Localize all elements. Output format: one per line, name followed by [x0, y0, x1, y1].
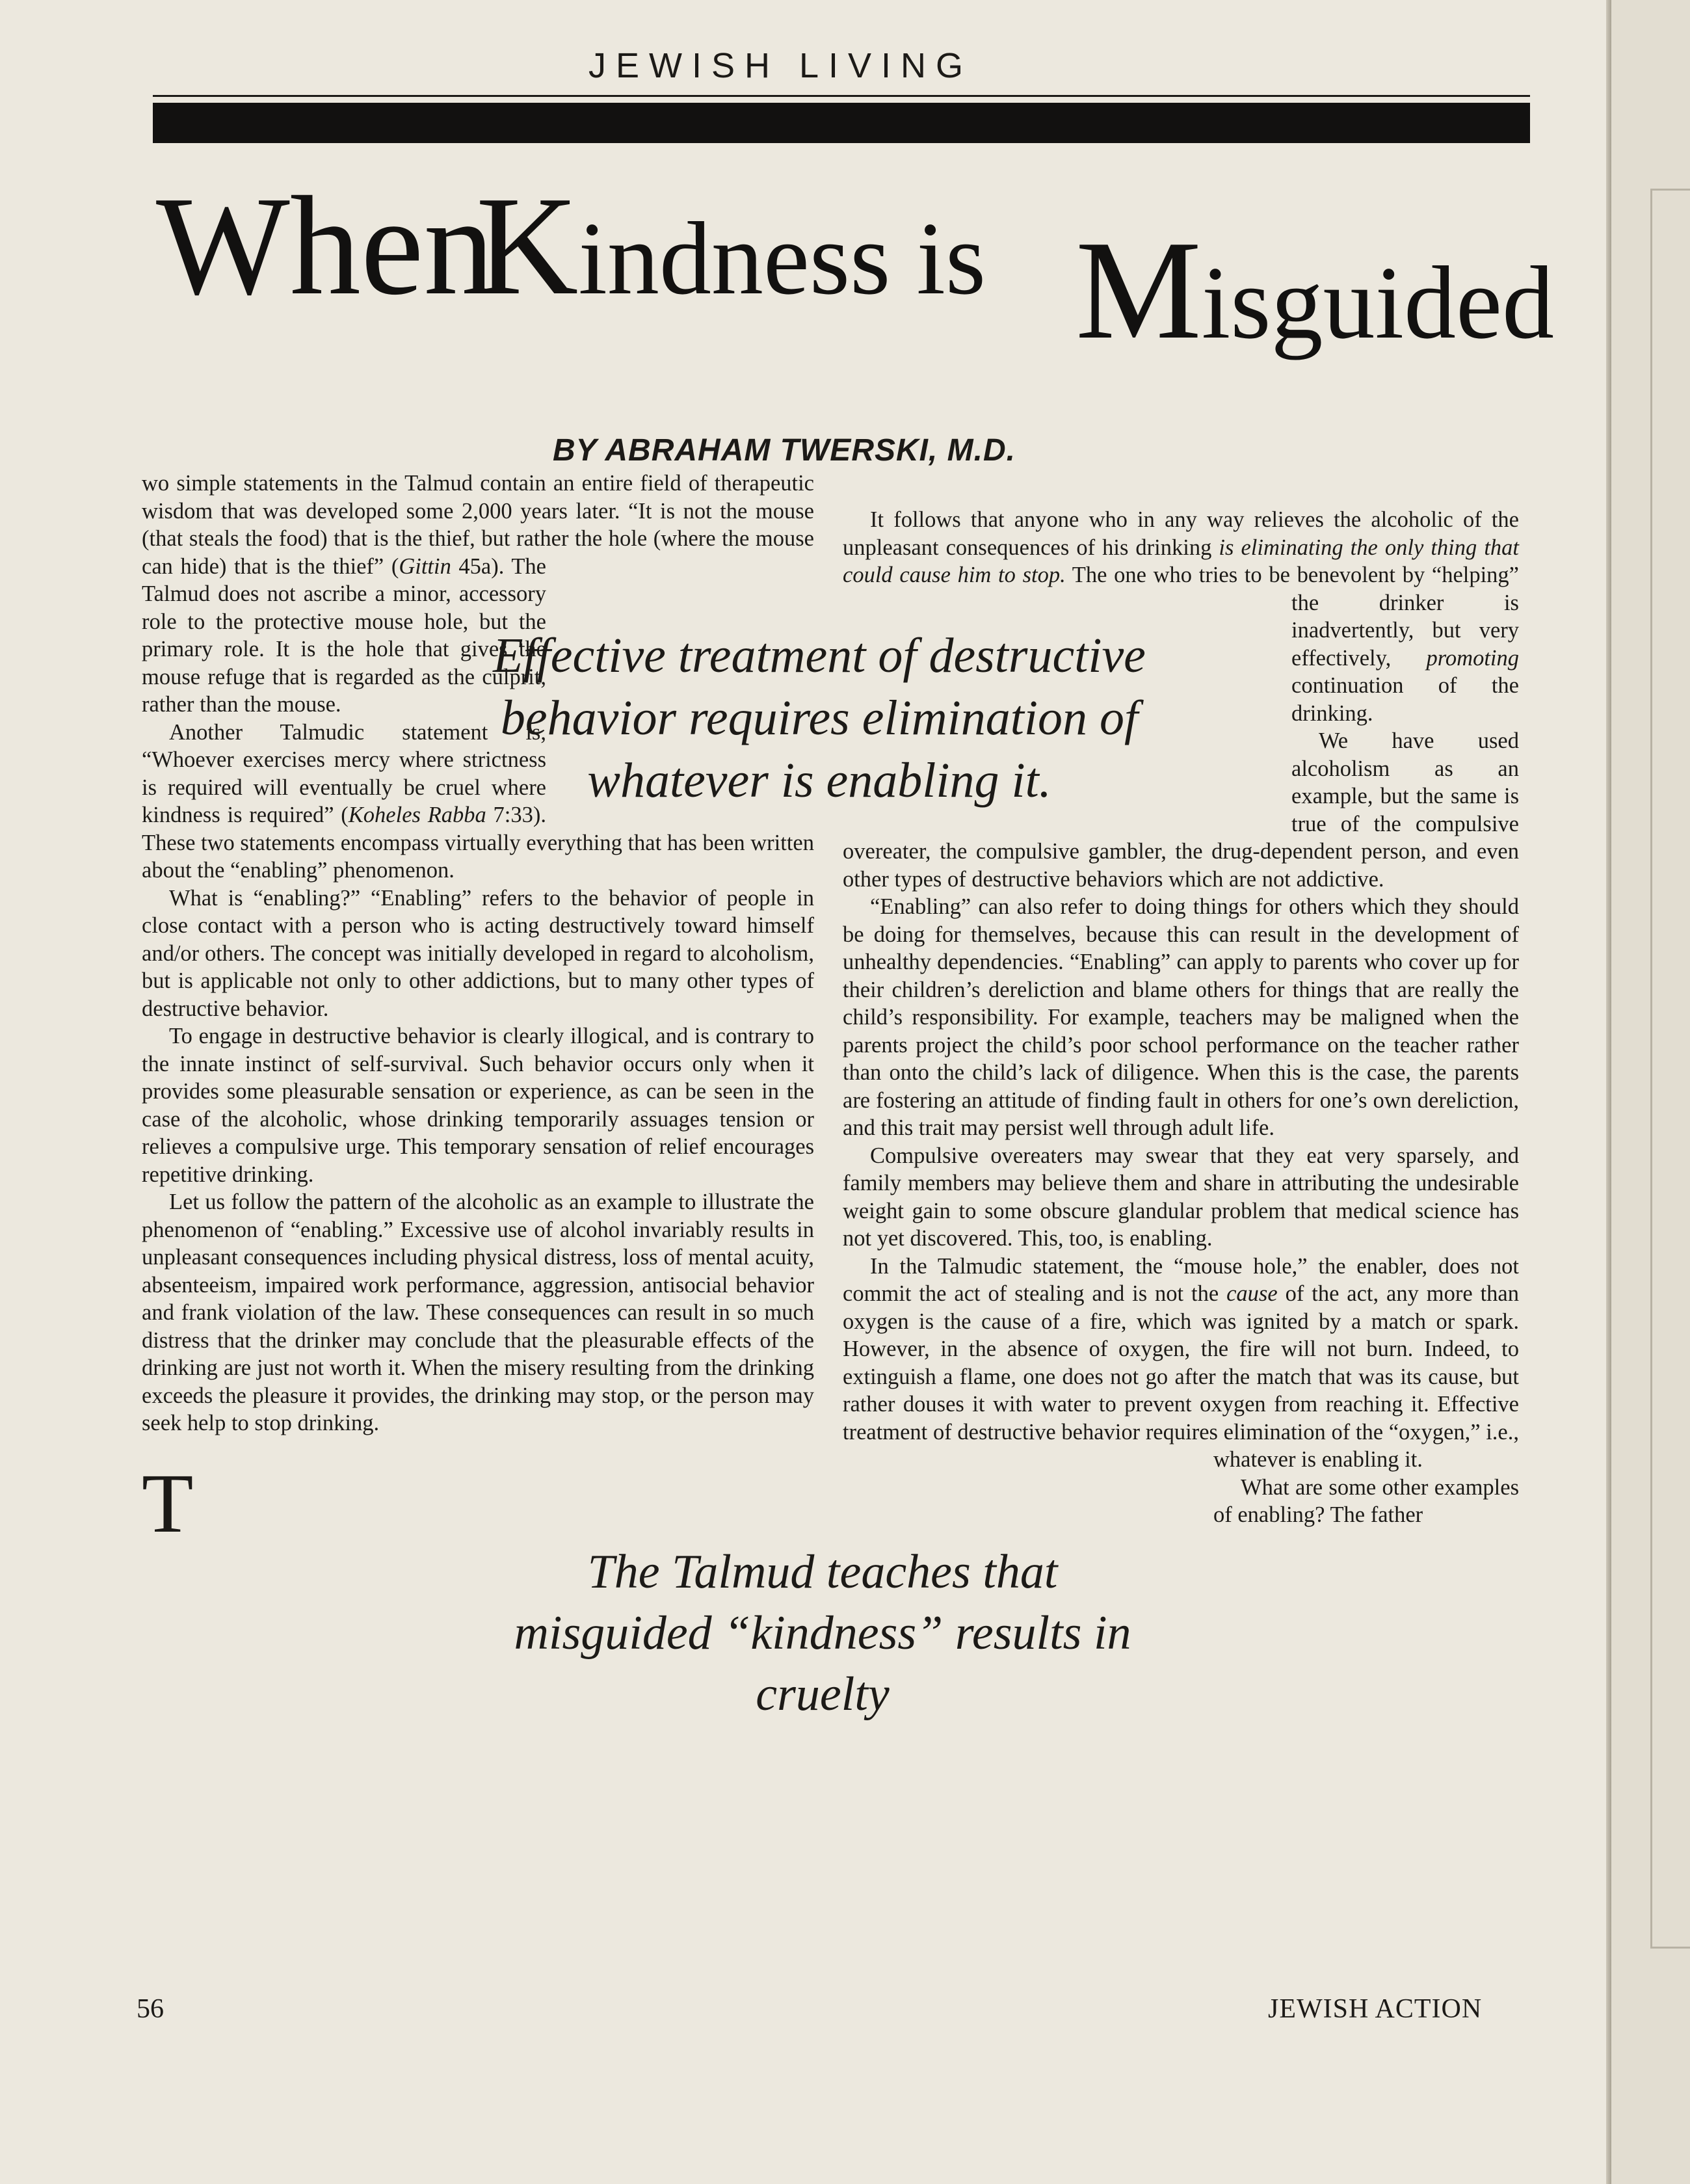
title-m: M: [1076, 212, 1202, 369]
title-when-text: When: [156, 168, 495, 325]
page-number: 56: [137, 1994, 164, 2024]
text: The one who tries to be benevolent by “helping” the drinker is inadvertently, but very effectively,: [1065, 563, 1519, 671]
title-word-when: [156, 168, 495, 325]
section-header: JEWISH LIVING: [588, 46, 973, 85]
adjacent-page-edge: [1611, 0, 1690, 2184]
text: 7:33). These two statements encompass virtually everything that has been written about the “enabling” phenomenon.: [142, 803, 814, 883]
citation: Koheles Rabba: [348, 803, 486, 827]
paragraph: To engage in destructive behavior is clearly illogical, and is contrary to the innate instinct of self-survival. Such behavior occurs only when it provides some pleasurable sensation or experience, as can be seen in the case of the alcoholic, whose drinking temporarily assuages tension or relieves a compulsive urge. This temporary sensation of relief encourages repetitive drinking.: [142, 1024, 814, 1187]
text: continuation of the drinking.: [1291, 673, 1519, 726]
text: of the act, any more than oxygen is the cause of a fire, which was ignited by a match or spark. However, in the absence of oxygen, the fire will not burn. Indeed, to extinguish a flame, one does not go after the match that was its cause, but rather douses it with water to prevent oxygen from reaching it. Effective treatment of destructive behavior requires elimination of the “oxygen,” i.e., whatever is enabling it.: [843, 1281, 1519, 1472]
paragraph: “Enabling” can also refer to doing things for others which they should be doing for themselves, because this can result in the development of unhealthy dependencies. “Enabling” can apply to parents who cover up for their children’s dereliction and blame others for things that are really the child’s responsibility. For example, teachers may be maligned when the parents project the child’s poor school performance on the teacher rather than onto the child’s lack of diligence. When this is the case, the parents are fostering an attitude of finding fault in others for one’s own dereliction, and this trait may persist well through adult life.: [843, 894, 1519, 1140]
paragraph: What are some other examples of enabling? The father: [1213, 1474, 1519, 1527]
emphasis: is eliminating the only thing that could cause him to stop.: [843, 535, 1519, 587]
pullquote: Effective treatment of destructive behavior requires elimination of whatever is enabling it.: [493, 628, 1146, 808]
text: In the Talmudic statement, the “mouse hole,” the enabler, does not commit the act of stealing and is not the: [843, 1253, 1519, 1306]
magazine-name: JEWISH ACTION: [1268, 1994, 1483, 2024]
paragraph: Let us follow the pattern of the alcoholic as an example to illustrate the phenomenon of “enabling.” Excessive use of alcohol invariably results in unpleasant consequences including physical distress, loss of mental acuity, absenteeism, impaired work performance, aggression, antisocial behavior and frank violation of the law. These consequences can result in so much distress that the drinker may conclude that the pleasurable effects of the drinking are just not worth it. When the misery resulting from the drinking exceeds the pleasure it provides, the drinking may stop, or the person may seek help to stop drinking.: [142, 1190, 814, 1435]
title-misguided-rest: isguided: [1201, 245, 1555, 360]
text: Another Talmudic statement is, “Whoever exercises mercy where strictness is required will eventually be cruel where kindness is required” (: [142, 719, 546, 827]
drop-cap: T: [142, 1457, 194, 1551]
title-word-misguided: [1076, 212, 1555, 369]
header-rule-thin: [153, 95, 1530, 97]
byline: BY ABRAHAM TWERSKI, M.D.: [553, 433, 1016, 468]
text: 45a). The Talmud does not ascribe a minor, accessory role to the protective mouse hole, but the primary role. It is the hole that gives the mouse refuge that is regarded as the culprit, rather than the mouse.: [142, 553, 546, 717]
title-word-kindness: [476, 168, 986, 325]
page-gutter: [1606, 0, 1611, 2184]
paragraph: We have used alcoholism as an example, but the same is true of the compulsive overeater, the compulsive gambler, the drug-dependent person, and even other types of destructive behaviors which are not addictive.: [843, 728, 1519, 892]
title-kindness-rest: indness is: [578, 200, 986, 316]
article-title: [151, 137, 1555, 371]
citation: Gittin: [399, 553, 451, 579]
paragraph: What is “enabling?” “Enabling” refers to the behavior of people in close contact with a person who is acting destructively toward himself and/or others. The concept was initially developed in regard to alcoholism, but is applicable not only to other addictions, but to many other types of destructive behavior.: [142, 885, 814, 1021]
title-k: K: [476, 168, 579, 325]
paragraph: [843, 1253, 1519, 1474]
text: It follows that anyone who in any way relieves the alcoholic of the unpleasant consequences of his drinking: [843, 507, 1519, 560]
paragraph: Compulsive overeaters may swear that they eat very sparsely, and family members may believe them and share in attributing the undesirable weight gain to some obscure glandular problem that medical science has not yet discovered. This, too, is enabling.: [843, 1143, 1519, 1251]
text: wo simple statements in the Talmud contain an entire field of therapeutic wisdom that was developed some 2,000 years later. “It is not the mouse (that steals the food) that is the thief, but rather the hole (where the mouse can hide) that is the thief” (: [142, 471, 814, 579]
emphasis: cause: [1226, 1281, 1278, 1306]
pullquote: The Talmud teaches that misguided “kindness” results in cruelty: [514, 1545, 1131, 1721]
adjacent-page-border: [1650, 189, 1690, 1949]
emphasis: promoting: [1426, 645, 1519, 671]
